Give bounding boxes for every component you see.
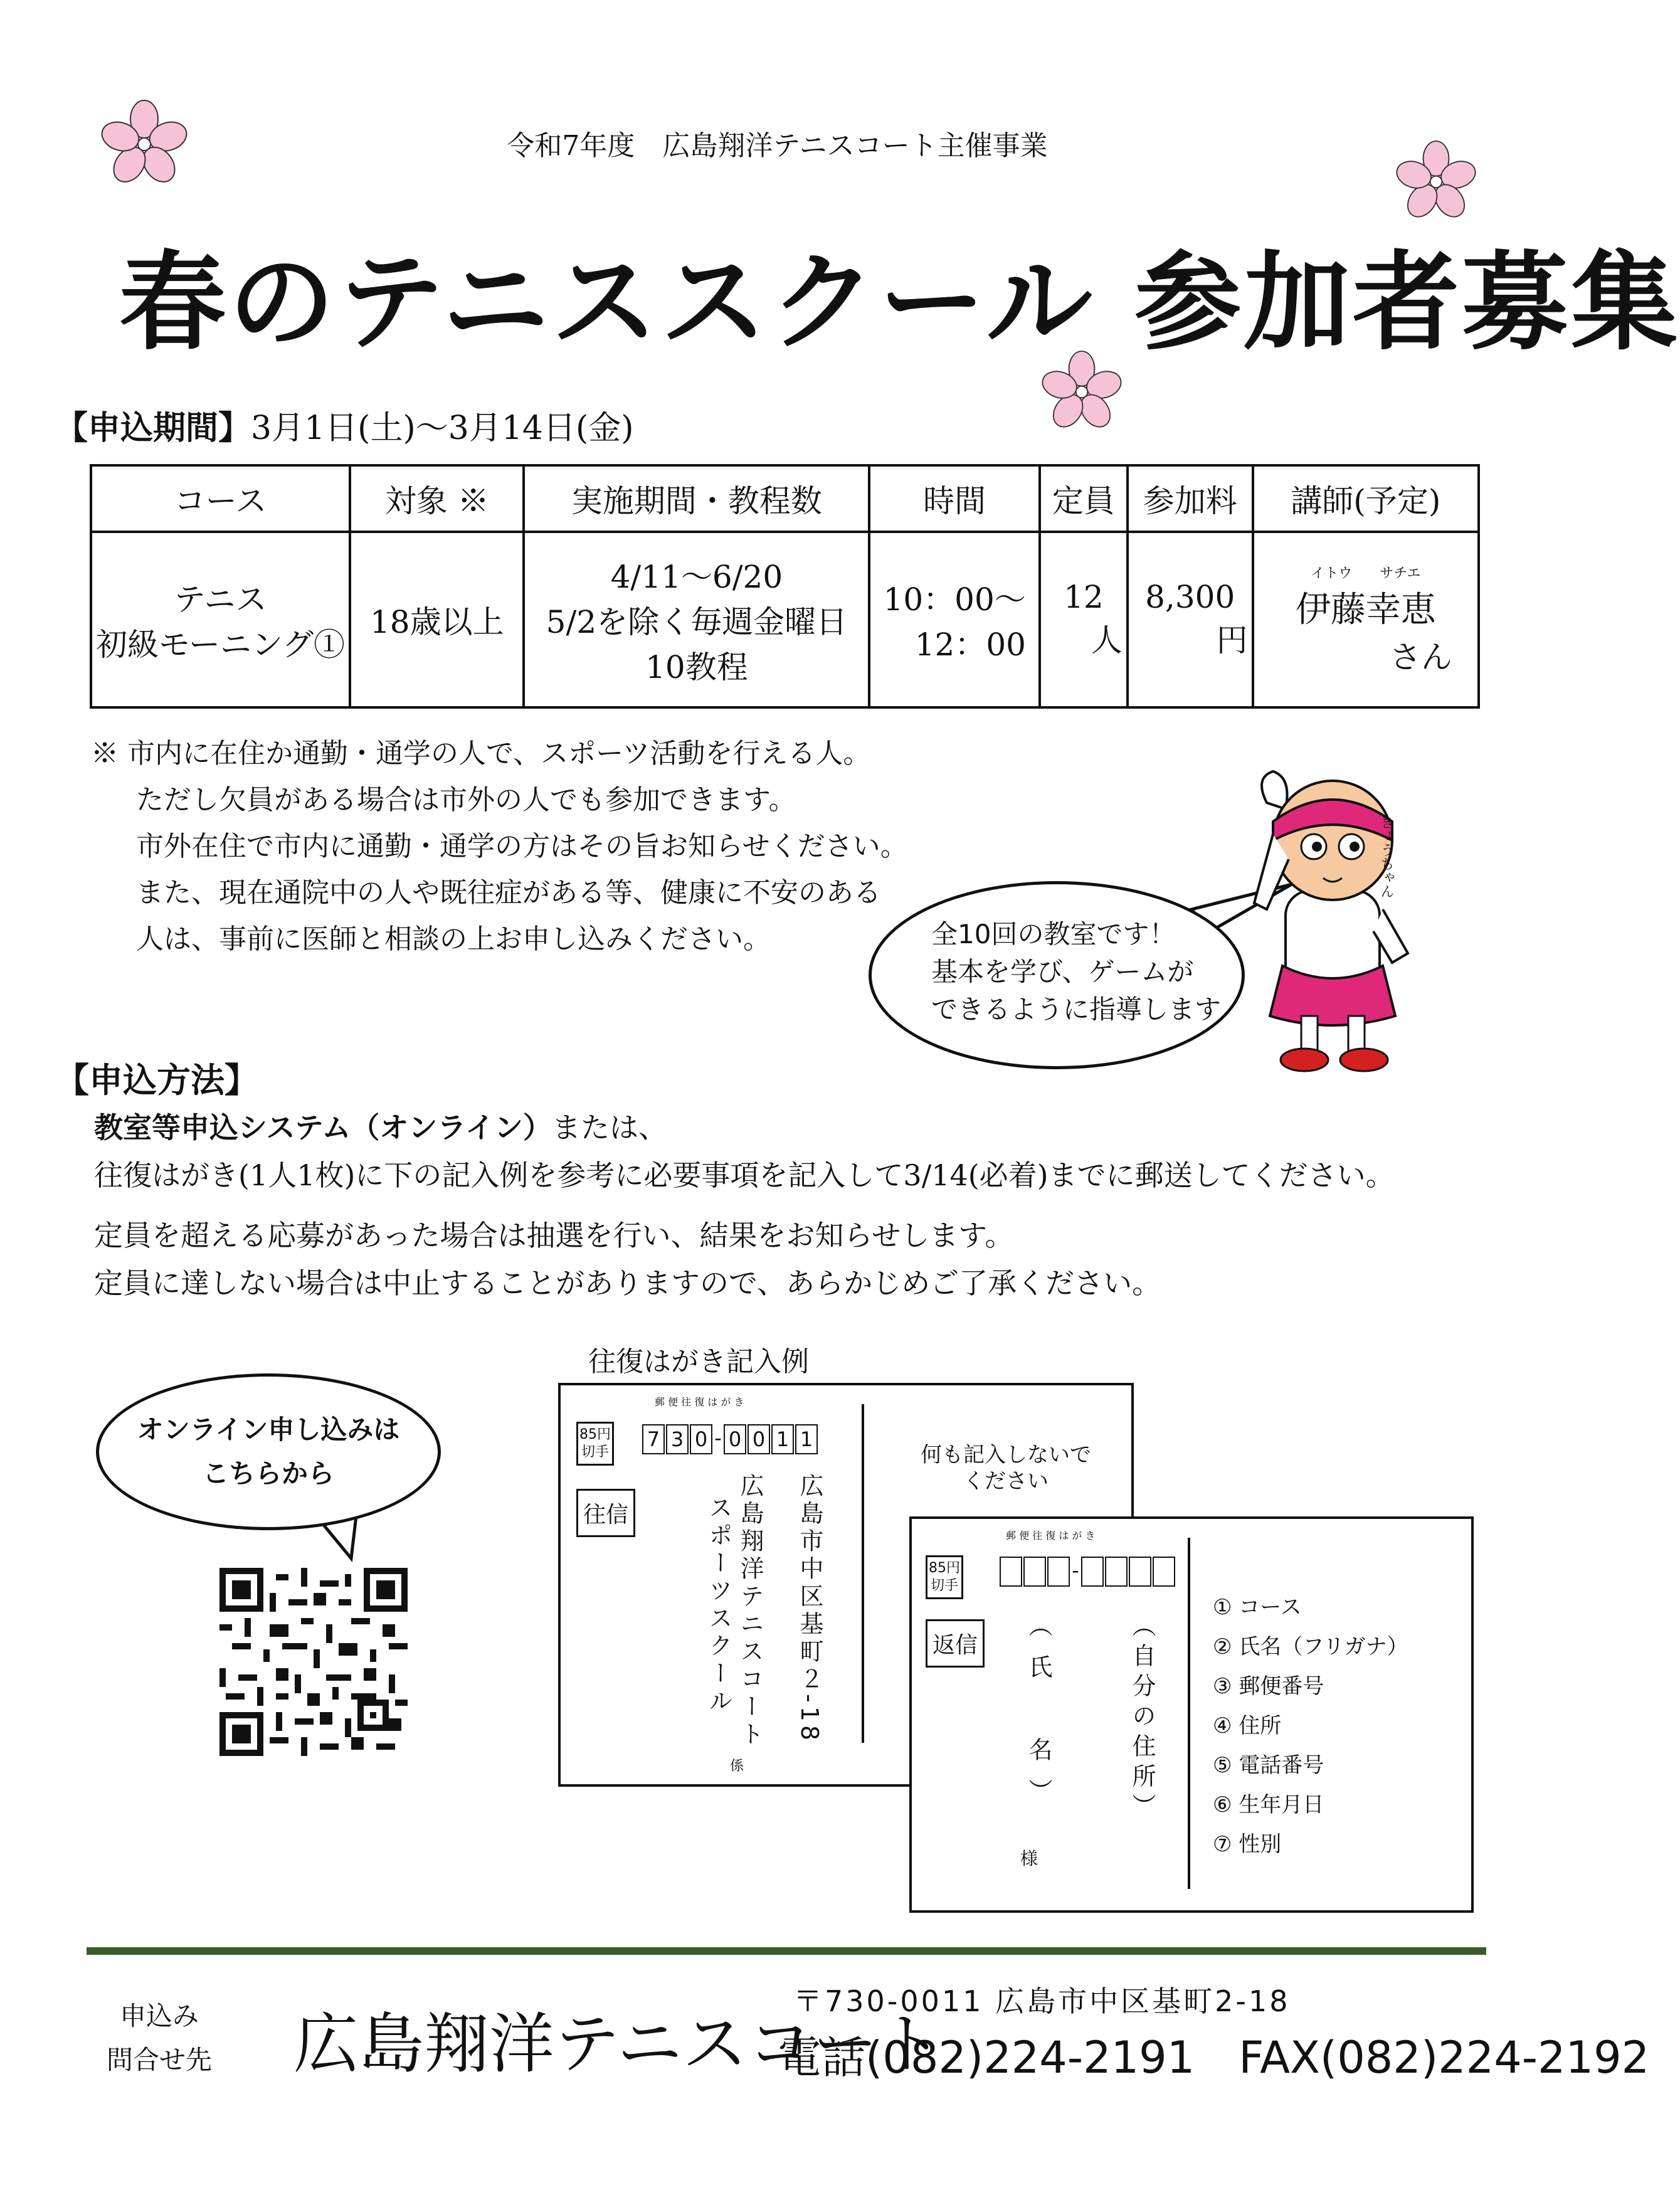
note-line: 人は、事前に医師と相談の上お申し込みください。	[136, 923, 771, 955]
contact-label-line: 申込み	[120, 2001, 199, 2031]
blank-note	[893, 1442, 1119, 1494]
mascot-shirt-label: きょうちゃん	[1378, 815, 1394, 898]
stamp-text: 85円	[929, 1560, 960, 1576]
schedule-line: 5/2を除く毎週金曜日	[546, 604, 848, 640]
fee-unit: 円	[1216, 622, 1248, 658]
phone-fax[interactable]: 電話(082)224-2191 FAX(082)224-2192	[778, 2032, 1650, 2083]
instructor-suffix: さん	[1390, 638, 1452, 675]
period-label: 【申込期間】	[55, 410, 251, 447]
list-item: ⑤ 電話番号	[1213, 1753, 1324, 1778]
course-table	[90, 464, 1480, 709]
stamp-box	[926, 1555, 963, 1599]
postcard-reply	[909, 1516, 1474, 1913]
address-vertical: 広島市中区基町２-18	[796, 1473, 823, 1745]
blank-note-line: ください	[963, 1469, 1049, 1494]
list-item: ④ 住所	[1213, 1713, 1282, 1738]
contact-label	[107, 1994, 212, 2082]
capacity-unit: 人	[1091, 622, 1123, 658]
zip-digit: 1	[795, 1424, 818, 1454]
method-line: 定員に達しない場合は中止することがありますので、あらかじめご了承ください。	[94, 1266, 1161, 1300]
instructor-name: 伊藤幸恵	[1295, 589, 1436, 630]
instructor-ruby: イトウ サチエ	[1311, 565, 1421, 581]
schedule-line: 4/11～6/20	[610, 559, 783, 595]
honorific: 様	[1020, 1848, 1038, 1869]
table-header: 実施期間・教程数	[524, 465, 869, 532]
postcard-example-label: 往復はがき記入例	[588, 1346, 809, 1378]
list-item: ⑦ 性別	[1213, 1832, 1282, 1857]
time-line: 10：00～	[883, 581, 1026, 618]
recipient-vertical: 広島翔洋テニスコート	[736, 1473, 764, 1749]
postcard-header: 郵 便 往 復 は が き	[655, 1396, 744, 1408]
zip-digit: 1	[771, 1424, 794, 1454]
online-system-link[interactable]: 教室等申込システム（オンライン）	[94, 1111, 552, 1145]
time-line: 12：00	[914, 627, 1026, 663]
method-line	[94, 1104, 1395, 1151]
zip-code-boxes: 7 3 0 - 0 0 1 1	[642, 1424, 819, 1454]
instructor-cell	[1253, 532, 1479, 707]
table-row	[91, 532, 1479, 707]
name-vertical: （氏 名）	[1025, 1613, 1052, 1820]
course-name-line: 初級モーニング①	[96, 627, 346, 663]
note-line: 市外在住で市内に通勤・通学の方はその旨お知らせください。	[136, 830, 908, 862]
contact-label-line: 問合せ先	[107, 2044, 213, 2075]
bubble-line: オンライン申し込みは	[137, 1414, 400, 1445]
zip-digit: 0	[748, 1424, 770, 1454]
eligibility-notes	[91, 731, 908, 963]
stamp-text: 85円	[579, 1427, 611, 1442]
card-divider	[1188, 1538, 1190, 1889]
zip-digit: 0	[724, 1424, 746, 1454]
capacity-cell	[1040, 532, 1128, 707]
mascot-speech-bubble	[869, 881, 1245, 1069]
fee-cell	[1128, 532, 1253, 707]
own-address-vertical: （自分の住所）	[1128, 1613, 1156, 1824]
event-subtitle: 令和7年度 広島翔洋テニスコート主催事業	[507, 130, 1048, 162]
method-line: 定員を超える応募があった場合は抽選を行い、結果をお知らせします。	[94, 1219, 1014, 1252]
time-cell	[869, 532, 1040, 707]
recipient-vertical: スポーツスクール	[705, 1495, 732, 1716]
stamp-box	[576, 1422, 614, 1466]
table-header: 参加料	[1128, 465, 1253, 532]
postcard-header: 郵 便 往 復 は が き	[1006, 1530, 1096, 1542]
online-bubble	[96, 1373, 441, 1530]
note-line: ※ 市内に在住か通勤・通学の人で、スポーツ活動を行える人。	[91, 738, 871, 769]
application-method	[94, 1104, 1395, 1307]
target-cell: 18歳以上	[350, 532, 524, 707]
stamp-text: 切手	[930, 1578, 958, 1594]
note-line: また、現在通院中の人や既往症がある等、健康に不安のある	[136, 877, 881, 909]
mascot-illustration	[1229, 765, 1436, 1079]
zip-digit: 7	[642, 1424, 665, 1454]
fee-value: 8,300	[1145, 579, 1235, 615]
list-item: ② 氏名（フリガナ）	[1213, 1634, 1408, 1659]
bubble-line: 全10回の教室です！	[931, 919, 1176, 949]
zip-digit: 3	[666, 1424, 689, 1454]
table-header: コース	[91, 465, 350, 532]
list-item: ① コース	[1213, 1595, 1302, 1620]
footer-rule	[87, 1947, 1486, 1955]
list-item: ③ 郵便番号	[1213, 1674, 1324, 1699]
page-title: 春のテニススクール 参加者募集	[119, 241, 1680, 365]
schedule-cell	[524, 532, 869, 707]
method-text: または、	[552, 1111, 668, 1145]
bubble-line: こちらから	[202, 1458, 334, 1489]
table-header: 時間	[869, 465, 1040, 532]
bubble-line: できるように指導します	[931, 994, 1222, 1025]
application-period	[55, 401, 634, 448]
qr-code[interactable]	[219, 1568, 408, 1756]
course-name-line: テニス	[174, 581, 267, 618]
reply-tag: 返信	[926, 1619, 985, 1668]
facility-address: 〒730-0011 広島市中区基町2-18	[793, 1984, 1291, 2018]
zip-code-boxes: -	[1000, 1557, 1176, 1587]
method-heading: 【申込方法】	[55, 1060, 258, 1100]
method-line: 往復はがき(1人1枚)に下の記入例を参考に必要事項を記入して3/14(必着)までに郵送してください。	[94, 1158, 1395, 1192]
course-cell	[91, 532, 350, 707]
required-items-list	[1213, 1588, 1408, 1864]
stamp-text: 切手	[581, 1444, 609, 1460]
outgoing-tag: 往信	[576, 1489, 635, 1537]
blank-note-line: 何も記入しないで	[921, 1442, 1091, 1468]
table-header: 講師(予定)	[1253, 465, 1479, 532]
bubble-line: 基本を学び、ゲームが	[931, 956, 1194, 987]
schedule-line: 10教程	[645, 649, 748, 685]
facility-name: 広島翔洋テニスコート	[293, 2006, 943, 2082]
table-header: 対象 ※	[350, 465, 524, 532]
recipient-suffix: 係	[730, 1758, 744, 1774]
list-item: ⑥ 生年月日	[1213, 1792, 1324, 1817]
card-divider	[862, 1404, 864, 1743]
table-header-row	[91, 465, 1479, 532]
zip-digit: 0	[690, 1424, 712, 1454]
table-header: 定員	[1040, 465, 1128, 532]
period-value: 3月1日(土)～3月14日(金)	[251, 410, 634, 447]
note-line: ただし欠員がある場合は市外の人でも参加できます。	[136, 784, 796, 816]
capacity-value: 12	[1064, 579, 1104, 615]
